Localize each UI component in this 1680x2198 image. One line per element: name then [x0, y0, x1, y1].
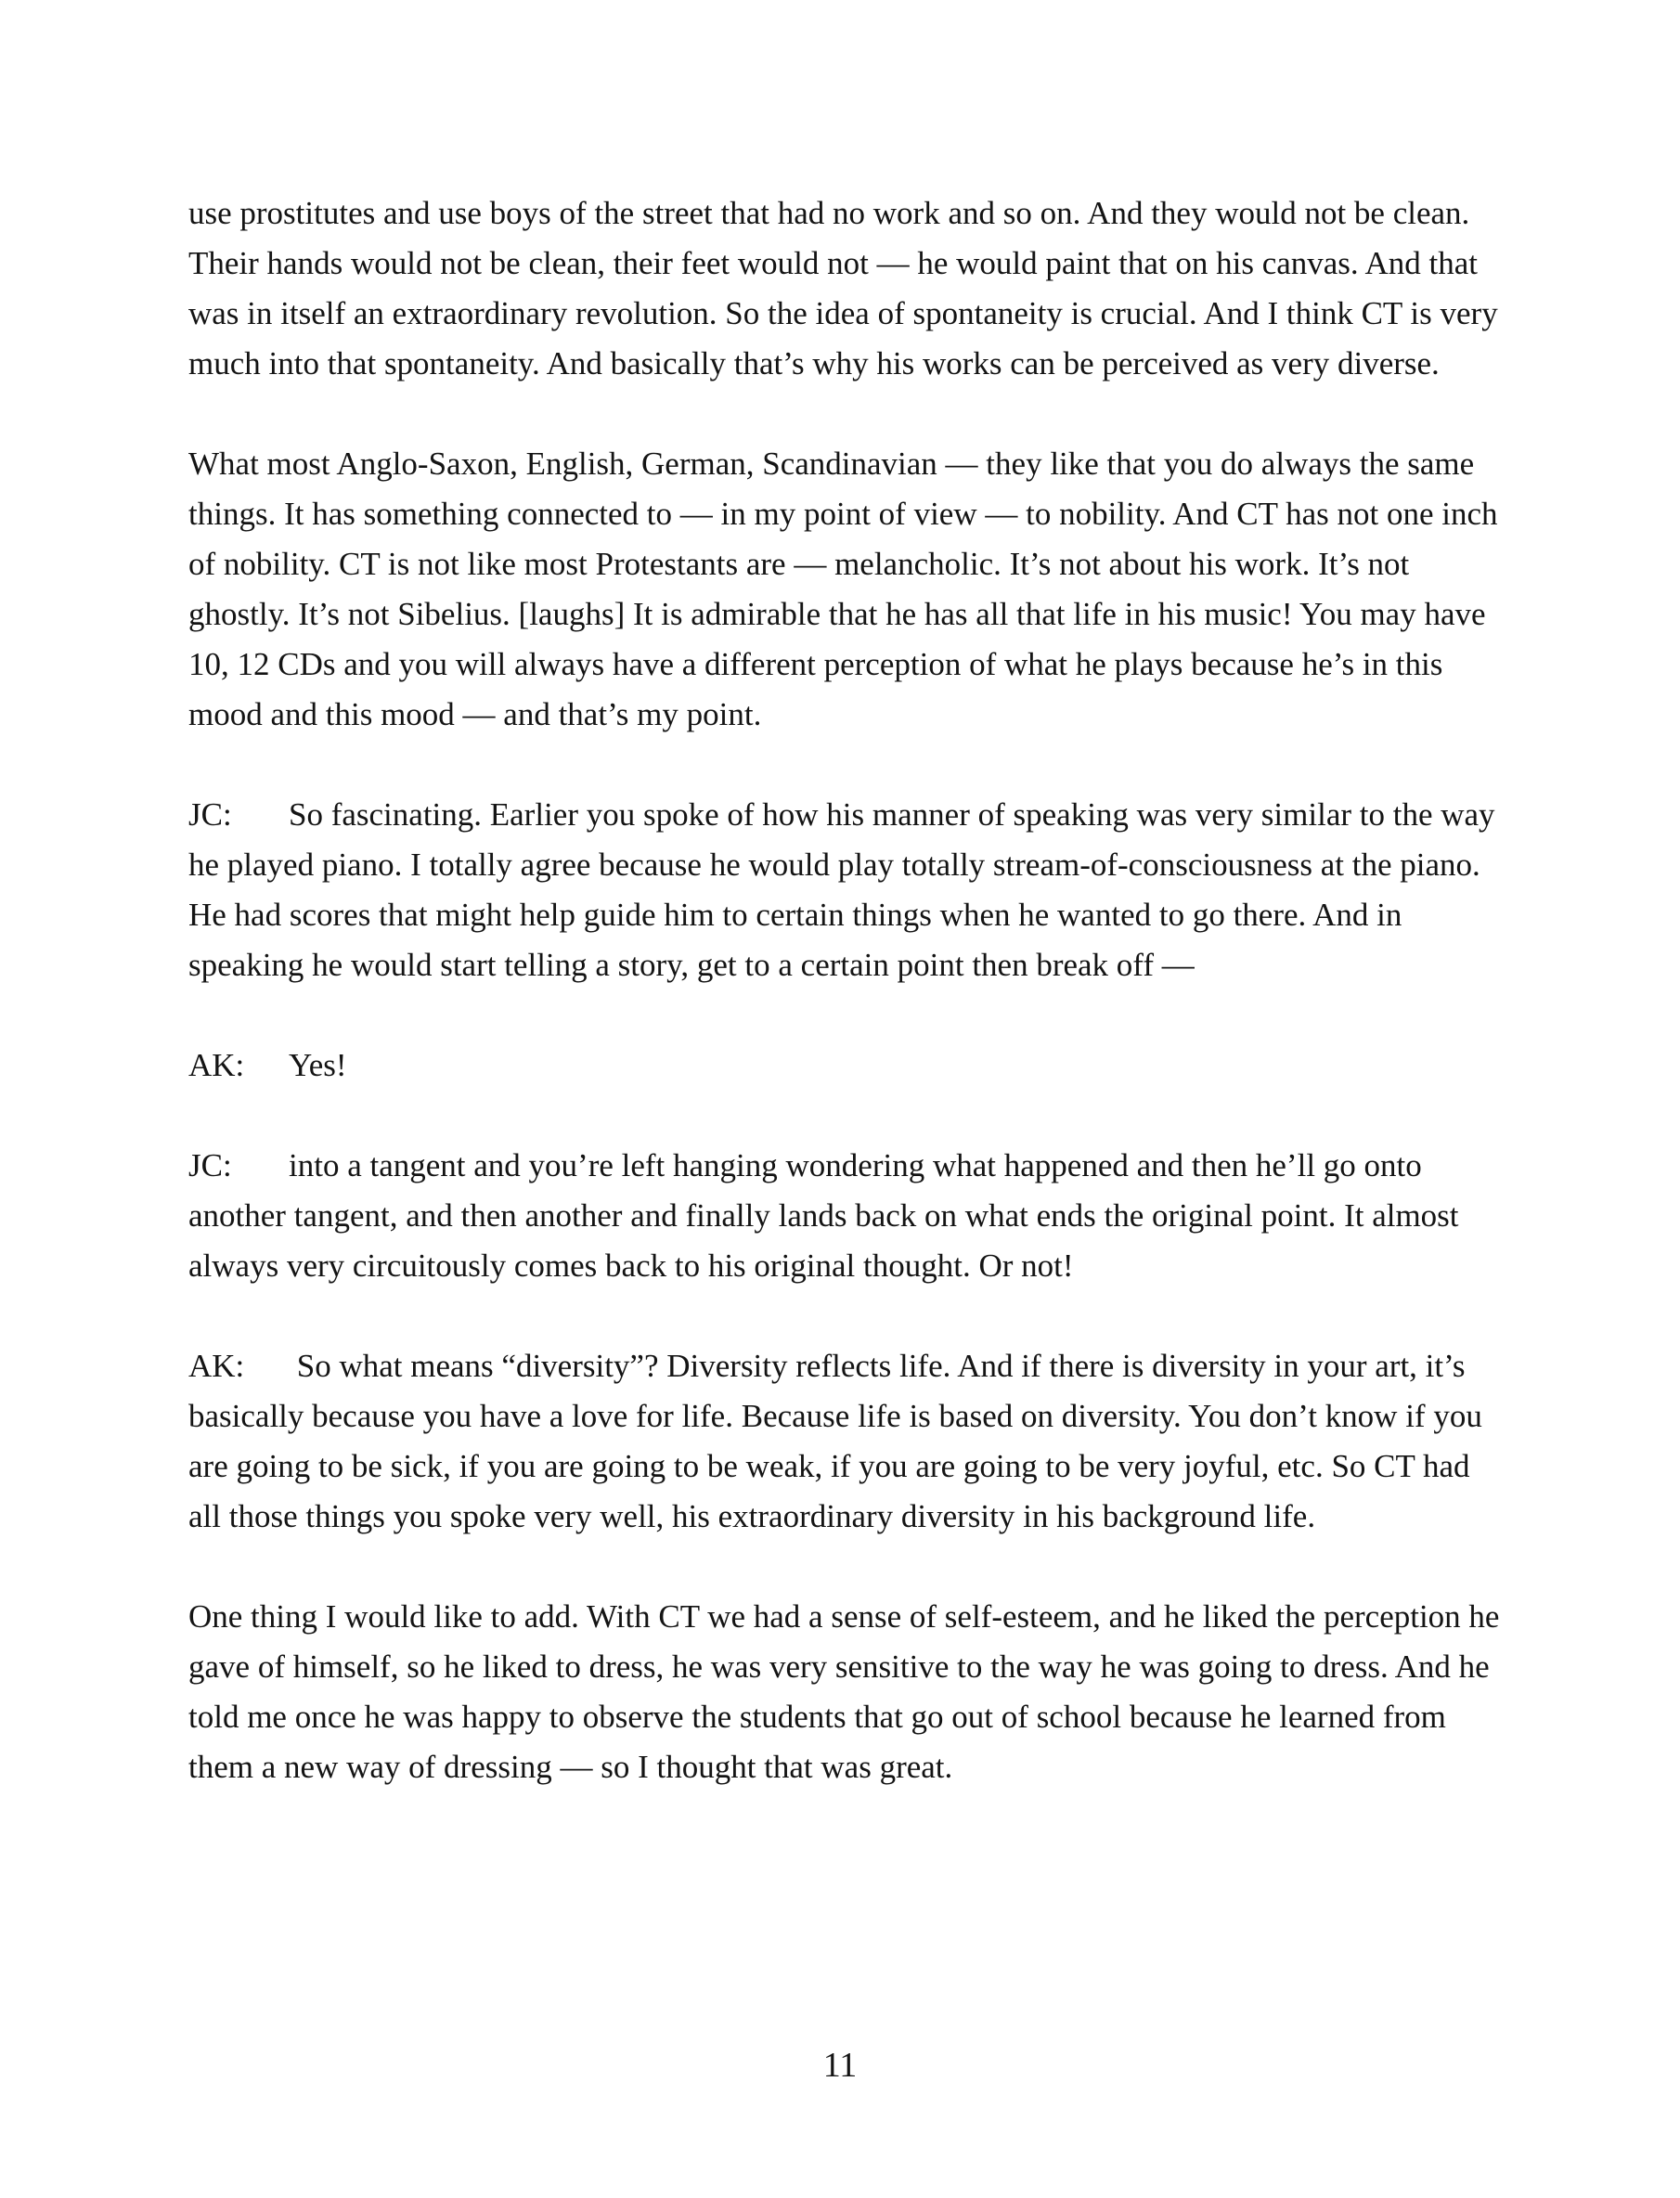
speaker-label: JC: [188, 1147, 232, 1183]
dialogue-paragraph [188, 1341, 1506, 1542]
paragraph-text: Yes! [289, 1047, 347, 1083]
paragraph-text: use prostitutes and use boys of the street that had no work and so on. And they would not be clean. Their hands would not be clean, their feet would not — he would paint that on his canvas. And that was in itself an extraordinary revolution. So the idea of spontaneity is crucial. And I think CT is very much into that spontaneity. And basically that’s why his works can be perceived as very diverse. [188, 195, 1498, 381]
speaker-label: JC: [188, 796, 232, 833]
paragraph-text: So what means “diversity”? Diversity reflects life. And if there is diversity in your art, it’s basically because you have a love for life. Because life is based on diversity. You don’t know if you are going to be sick, if you are going to be weak, if you are going to be very joyful, etc. So CT had all those things you spoke very well, his extraordinary diversity in his background life. [188, 1348, 1482, 1534]
dialogue-paragraph [188, 1041, 1506, 1091]
paragraph [188, 1592, 1506, 1792]
paragraph [188, 439, 1506, 740]
speaker-label: AK: [188, 1348, 245, 1384]
document-body [188, 188, 1506, 1792]
paragraph-text: into a tangent and you’re left hanging wondering what happened and then he’ll go onto another tangent, and then another and finally lands back on what ends the original point. It almost always very circuitously comes back to his original thought. Or not! [188, 1147, 1459, 1284]
paragraph-text: One thing I would like to add. With CT we had a sense of self-esteem, and he liked the perception he gave of himself, so he liked to dress, he was very sensitive to the way he was going to dress. And he told me once he was happy to observe the students that go out of school because he learned from them a new way of dressing — so I thought that was great. [188, 1598, 1500, 1785]
paragraph-text: What most Anglo-Saxon, English, German, Scandinavian — they like that you do always the same things. It has something connected to — in my point of view — to nobility. And CT has not one inch of nobility. CT is not like most Protestants are — melancholic. It’s not about his work. It’s not ghostly. It’s not Sibelius. [laughs] It is admirable that he has all that life in his music! You may have 10, 12 CDs and you will always have a different perception of what he plays because he’s in this mood and this mood — and that’s my point. [188, 446, 1498, 732]
speaker-label: AK: [188, 1047, 245, 1083]
page-number: 11 [822, 2046, 858, 2085]
dialogue-paragraph [188, 790, 1506, 990]
dialogue-paragraph [188, 1141, 1506, 1291]
paragraph-text: So fascinating. Earlier you spoke of how his manner of speaking was very similar to the way he played piano. I totally agree because he would play totally stream-of-consciousness at the piano. He had scores that might help guide him to certain things when he wanted to go there. And in speaking he would start telling a story, get to a certain point then break off — [188, 796, 1495, 983]
paragraph [188, 188, 1506, 389]
